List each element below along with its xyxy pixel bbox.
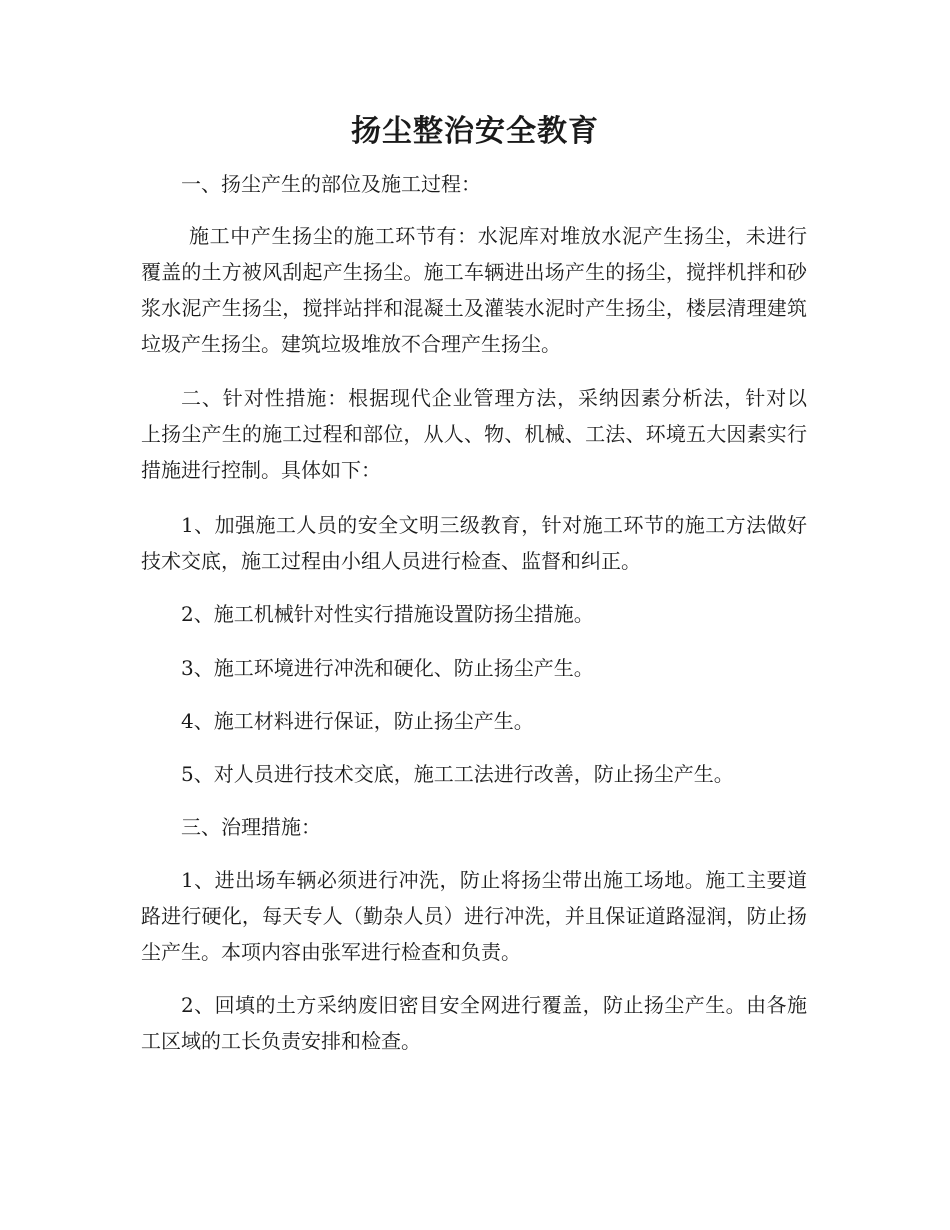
paragraph-measure-5: 5、对人员进行技术交底，施工工法进行改善，防止扬尘产生。 <box>181 762 734 786</box>
paragraph-treatment-1: 1、进出场车辆必须进行冲洗，防止将扬尘带出施工场地。施工主要道路进行硬化，每天专人（勤杂人员）进行冲洗，并且保证道路湿润，防止扬尘产生。本项内容由张军进行检查和负责。 <box>141 868 807 964</box>
paragraph-dust-sources: 施工中产生扬尘的施工环节有：水泥库对堆放水泥产生扬尘，未进行覆盖的土方被风刮起产生扬尘。施工车辆进出场产生的扬尘，搅拌机拌和砂浆水泥产生扬尘，搅拌站拌和混凝土及灌装水泥时产生扬尘，楼层清理建筑垃圾产生扬尘。建筑垃圾堆放不合理产生扬尘。 <box>141 224 807 356</box>
paragraph-targeted-measures: 二、针对性措施：根据现代企业管理方法，采纳因素分析法，针对以 上扬尘产生的施工过程和部位，从人、物、机械、工法、环境五大因素实行措施进行控制。具体如下： <box>141 386 807 482</box>
document-title: 扬尘整治安全教育 <box>351 114 599 149</box>
section-heading-3: 三、治理措施： <box>181 815 321 839</box>
paragraph-treatment-2: 2、回填的土方采纳废旧密目安全网进行覆盖，防止扬尘产生。由各施工区域的工长负责安排和检查。 <box>141 993 807 1053</box>
section-heading-1: 一、扬尘产生的部位及施工过程： <box>181 172 481 196</box>
paragraph-measure-1: 1、加强施工人员的安全文明三级教育，针对施工环节的施工方法做好技术交底，施工过程由小组人员进行检查、监督和纠正。 <box>141 513 807 573</box>
paragraph-measure-4: 4、施工材料进行保证，防止扬尘产生。 <box>181 709 534 733</box>
paragraph-measure-2: 2、施工机械针对性实行措施设置防扬尘措施。 <box>181 602 594 626</box>
paragraph-measure-3: 3、施工环境进行冲洗和硬化、防止扬尘产生。 <box>181 656 594 680</box>
